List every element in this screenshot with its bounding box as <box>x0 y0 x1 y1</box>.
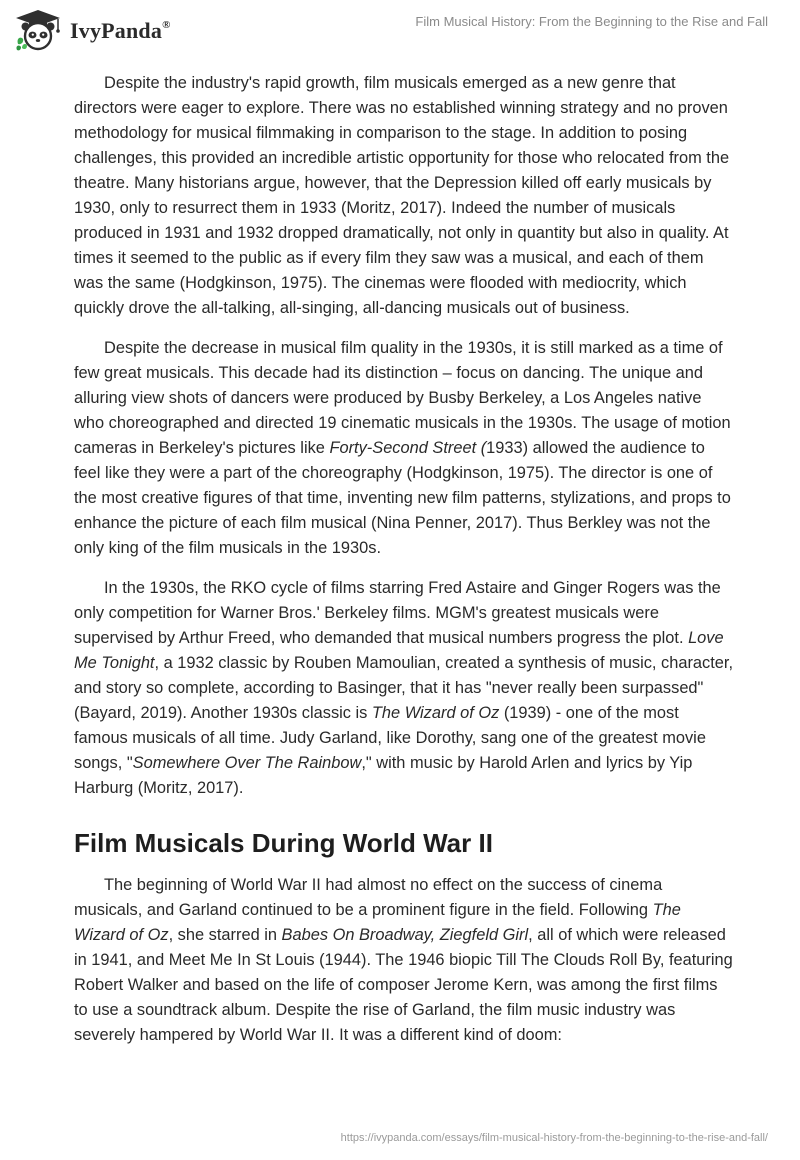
panda-graduate-icon <box>14 8 62 52</box>
paragraph-2 <box>74 336 734 561</box>
brand-name: IvyPanda® <box>70 18 171 43</box>
paragraph-text: The beginning of World War II had almost no effect on the success of cinema musicals, and Garland continued to be a prominent figure in the field. Following <box>74 876 663 919</box>
paragraph-text: ," with music by Harold Arlen and lyrics by Yip Harburg (Moritz, 2017). <box>74 754 693 797</box>
italic-title-text: Forty-Second Street ( <box>329 439 487 457</box>
paragraph-text: , a 1932 classic by Rouben Mamoulian, created a synthesis of music, character, and story so complete, according to Basinger, that it has "never really been surpassed" (Bayard, 2019). Another 1930s classic is <box>74 654 734 722</box>
paragraph-text: Despite the industry's rapid growth, film musicals emerged as a new genre that directors were eager to explore. There was no established winning strategy and no proven methodology for musical filmmaking in comparison to the stage. In addition to posing challenges, this provided an incredible artistic opportunity for those who relocated from the theatre. Many historians argue, however, that the Depression killed off early musicals by 1930, only to resurrect them in 1933 (Moritz, 2017). Indeed the number of musicals produced in 1931 and 1932 dropped dramatically, not only in quantity but also in quality. At times it seemed to the public as if every film they saw was a musical, and each of them was the same (Hodgkinson, 1975). The cinemas were flooded with mediocrity, which quickly drove the all-talking, all-singing, all-dancing musicals out of business. <box>74 74 730 317</box>
paragraph-text: , all of which were released in 1941, and Meet Me In St Louis (1944). The 1946 biopic Till The Clouds Roll By, featuring Robert Walker and based on the life of composer Jerome Kern, was among the first films to use a soundtrack album. Despite the rise of Garland, the film music industry was severely hampered by World War II. It was a different kind of doom: <box>74 926 733 1044</box>
paragraph-4 <box>74 873 734 1048</box>
document-title: Film Musical History: From the Beginning to the Rise and Fall <box>415 14 768 29</box>
page-header <box>0 0 800 60</box>
section-heading: Film Musicals During World War II <box>74 828 493 858</box>
paragraph-text: 1933) allowed the audience to feel like they were a part of the choreography (Hodgkinson, 1975). The director is one of the most creative figures of that time, inventing new film patterns, stylizations, and props to enhance the picture of each film musical (Nina Penner, 2017). Thus Berkley was not the only king of the film musicals in the 1930s. <box>74 439 731 557</box>
essay-body <box>74 71 734 1063</box>
italic-title-text: The Wizard of Oz <box>371 704 500 722</box>
paragraph-text: (1939) - one of the most famous musicals of all time. Judy Garland, like Dorothy, sang one of the greatest movie songs, " <box>74 704 706 772</box>
paragraph-3 <box>74 576 734 801</box>
paragraph-text: , she starred in <box>168 926 282 944</box>
italic-title-text: Love Me Tonight <box>74 629 724 672</box>
paragraph-text: In the 1930s, the RKO cycle of films starring Fred Astaire and Ginger Rogers was the only competition for Warner Bros.' Berkeley films. MGM's greatest musicals were supervised by Arthur Freed, who demanded that musical numbers progress the plot. <box>74 579 721 647</box>
paragraph-text: Despite the decrease in musical film quality in the 1930s, it is still marked as a time of few great musicals. This decade had its distinction – focus on dancing. The unique and alluring view shots of dancers were produced by Busby Berkeley, a Los Angeles native who choreographed and directed 19 cinematic musicals in the 1930s. The usage of motion cameras in Berkeley's pictures like <box>74 339 731 457</box>
italic-title-text: Somewhere Over The Rainbow <box>132 754 362 772</box>
ivypanda-logo[interactable] <box>14 8 171 52</box>
italic-title-text: Babes On Broadway, Ziegfeld Girl <box>281 926 529 944</box>
italic-title-text: The Wizard of Oz <box>74 901 681 944</box>
paragraph-1 <box>74 71 734 321</box>
source-url[interactable]: https://ivypanda.com/essays/film-musical-history-from-the-beginning-to-the-rise-and-fall/ <box>340 1132 768 1144</box>
